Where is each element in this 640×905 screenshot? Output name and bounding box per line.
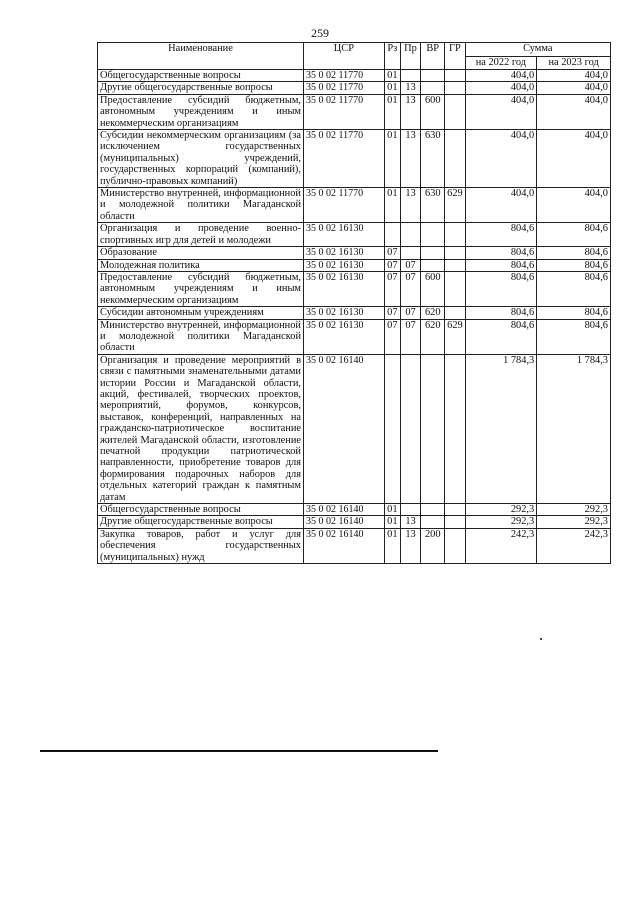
cell-name: Закупка товаров, работ и услуг для обеспечения государственных (муниципальных) нужд <box>98 528 304 563</box>
cell-2023: 404,0 <box>537 188 611 223</box>
cell-csr: 35 0 02 11770 <box>304 130 385 188</box>
header-vr: ВР <box>421 43 445 70</box>
footer-rule <box>40 750 438 752</box>
cell-vr <box>421 516 445 528</box>
cell-name: Другие общегосударственные вопросы <box>98 516 304 528</box>
cell-rz: 01 <box>384 528 400 563</box>
table-row <box>98 516 611 528</box>
cell-name: Другие общегосударственные вопросы <box>98 82 304 94</box>
cell-csr: 35 0 02 16140 <box>304 504 385 516</box>
header-sum: Сумма <box>465 43 610 57</box>
cell-name: Молодежная политика <box>98 259 304 271</box>
cell-gr <box>445 271 465 306</box>
cell-vr <box>421 259 445 271</box>
cell-name: Общегосударственные вопросы <box>98 70 304 82</box>
cell-2022: 404,0 <box>465 70 537 82</box>
table-row <box>98 504 611 516</box>
table-row <box>98 94 611 129</box>
table-row <box>98 70 611 82</box>
cell-2023: 242,3 <box>537 528 611 563</box>
cell-2023: 404,0 <box>537 70 611 82</box>
table-row <box>98 82 611 94</box>
cell-gr <box>445 70 465 82</box>
cell-gr <box>445 354 465 503</box>
cell-rz: 01 <box>384 94 400 129</box>
header-name: Наименование <box>98 43 304 70</box>
table-row <box>98 354 611 503</box>
cell-csr: 35 0 02 11770 <box>304 94 385 129</box>
table-row <box>98 271 611 306</box>
cell-pr: 13 <box>400 130 420 188</box>
cell-rz <box>384 354 400 503</box>
page-number: 259 <box>311 26 329 40</box>
cell-2022: 804,6 <box>465 223 537 247</box>
table-row <box>98 528 611 563</box>
header-rz: Рз <box>384 43 400 70</box>
table-row <box>98 319 611 354</box>
cell-csr: 35 0 02 16140 <box>304 528 385 563</box>
cell-name: Министерство внутренней, информационной и молодежной политики Магаданской области <box>98 188 304 223</box>
cell-csr: 35 0 02 16130 <box>304 271 385 306</box>
cell-2023: 804,6 <box>537 271 611 306</box>
cell-vr: 600 <box>421 271 445 306</box>
cell-pr: 07 <box>400 307 420 319</box>
table-row <box>98 130 611 188</box>
cell-name: Предоставление субсидий бюджетным, автономным учреждениям и иным некоммерческим организациям <box>98 271 304 306</box>
cell-pr: 07 <box>400 271 420 306</box>
cell-2022: 404,0 <box>465 82 537 94</box>
cell-vr: 630 <box>421 188 445 223</box>
cell-name: Общегосударственные вопросы <box>98 504 304 516</box>
cell-pr <box>400 504 420 516</box>
cell-gr <box>445 223 465 247</box>
cell-pr <box>400 247 420 259</box>
cell-2023: 804,6 <box>537 223 611 247</box>
cell-pr: 07 <box>400 259 420 271</box>
cell-2022: 804,6 <box>465 259 537 271</box>
cell-gr <box>445 528 465 563</box>
cell-vr <box>421 223 445 247</box>
cell-rz <box>384 223 400 247</box>
cell-gr <box>445 504 465 516</box>
budget-table <box>97 42 611 564</box>
cell-vr: 630 <box>421 130 445 188</box>
cell-2022: 292,3 <box>465 504 537 516</box>
cell-pr: 13 <box>400 516 420 528</box>
cell-gr <box>445 94 465 129</box>
cell-rz: 07 <box>384 247 400 259</box>
table-row <box>98 259 611 271</box>
cell-pr: 13 <box>400 94 420 129</box>
cell-vr <box>421 247 445 259</box>
cell-name: Субсидии автономным учреждениям <box>98 307 304 319</box>
cell-vr <box>421 504 445 516</box>
header-2023: на 2023 год <box>537 56 611 70</box>
table-row <box>98 307 611 319</box>
cell-pr: 13 <box>400 528 420 563</box>
cell-pr <box>400 354 420 503</box>
cell-2023: 804,6 <box>537 247 611 259</box>
cell-rz: 07 <box>384 259 400 271</box>
cell-name: Министерство внутренней, информационной и молодежной политики Магаданской области <box>98 319 304 354</box>
cell-rz: 01 <box>384 188 400 223</box>
cell-rz: 01 <box>384 504 400 516</box>
header-pr: Пр <box>400 43 420 70</box>
cell-name: Организация и проведение военно-спортивных игр для детей и молодежи <box>98 223 304 247</box>
cell-gr <box>445 130 465 188</box>
cell-gr <box>445 307 465 319</box>
cell-pr: 07 <box>400 319 420 354</box>
cell-csr: 35 0 02 16130 <box>304 223 385 247</box>
cell-2022: 404,0 <box>465 188 537 223</box>
cell-rz: 07 <box>384 319 400 354</box>
cell-gr <box>445 247 465 259</box>
cell-2022: 804,6 <box>465 307 537 319</box>
cell-vr: 620 <box>421 307 445 319</box>
cell-2022: 242,3 <box>465 528 537 563</box>
cell-csr: 35 0 02 16130 <box>304 247 385 259</box>
cell-gr <box>445 82 465 94</box>
cell-2022: 804,6 <box>465 271 537 306</box>
cell-2022: 1 784,3 <box>465 354 537 503</box>
cell-rz: 01 <box>384 82 400 94</box>
header-csr: ЦСР <box>304 43 385 70</box>
cell-2023: 1 784,3 <box>537 354 611 503</box>
cell-rz: 07 <box>384 271 400 306</box>
cell-csr: 35 0 02 16140 <box>304 516 385 528</box>
cell-gr <box>445 259 465 271</box>
cell-csr: 35 0 02 11770 <box>304 70 385 82</box>
cell-rz: 01 <box>384 516 400 528</box>
cell-2023: 804,6 <box>537 259 611 271</box>
cell-name: Субсидии некоммерческим организациям (за исключением государственных (муниципальных) учреждений, государственных корпораций (компаний), публично-правовых компаний) <box>98 130 304 188</box>
table-row <box>98 247 611 259</box>
cell-csr: 35 0 02 11770 <box>304 82 385 94</box>
cell-rz: 07 <box>384 307 400 319</box>
cell-csr: 35 0 02 16140 <box>304 354 385 503</box>
cell-2022: 804,6 <box>465 247 537 259</box>
cell-name: Организация и проведение мероприятий в связи с памятными знаменательными датами истории России и Магаданской области, акций, фестивалей, творческих проектов, мероприятий, форумов, конкурсов, выставок, конференций, направленных на гражданско-патриотическое воспитание жителей Магаданской области, изготовление печатной продукции патриотической направленности, приобретение товаров для формирования подарочных наборов для отдельных категорий граждан к памятным датам <box>98 354 304 503</box>
cell-rz: 01 <box>384 130 400 188</box>
cell-2023: 804,6 <box>537 307 611 319</box>
cell-name: Образование <box>98 247 304 259</box>
cell-rz: 01 <box>384 70 400 82</box>
cell-2023: 404,0 <box>537 130 611 188</box>
cell-csr: 35 0 02 16130 <box>304 259 385 271</box>
cell-2022: 804,6 <box>465 319 537 354</box>
cell-2022: 404,0 <box>465 130 537 188</box>
cell-csr: 35 0 02 16130 <box>304 319 385 354</box>
cell-vr: 200 <box>421 528 445 563</box>
cell-gr <box>445 516 465 528</box>
cell-gr: 629 <box>445 188 465 223</box>
cell-pr <box>400 223 420 247</box>
cell-2023: 292,3 <box>537 504 611 516</box>
scan-speck <box>540 638 542 640</box>
header-2022: на 2022 год <box>465 56 537 70</box>
table-row <box>98 188 611 223</box>
cell-csr: 35 0 02 11770 <box>304 188 385 223</box>
cell-csr: 35 0 02 16130 <box>304 307 385 319</box>
cell-2023: 404,0 <box>537 94 611 129</box>
cell-name: Предоставление субсидий бюджетным, автономным учреждениям и иным некоммерческим организациям <box>98 94 304 129</box>
cell-2023: 404,0 <box>537 82 611 94</box>
cell-gr: 629 <box>445 319 465 354</box>
cell-2023: 292,3 <box>537 516 611 528</box>
cell-pr: 13 <box>400 188 420 223</box>
header-row-1 <box>98 43 611 57</box>
cell-vr: 600 <box>421 94 445 129</box>
cell-vr <box>421 82 445 94</box>
cell-pr <box>400 70 420 82</box>
cell-vr: 620 <box>421 319 445 354</box>
cell-2022: 404,0 <box>465 94 537 129</box>
table-row <box>98 223 611 247</box>
table-body <box>98 70 611 564</box>
cell-pr: 13 <box>400 82 420 94</box>
cell-2023: 804,6 <box>537 319 611 354</box>
cell-vr <box>421 354 445 503</box>
header-gr: ГР <box>445 43 465 70</box>
cell-2022: 292,3 <box>465 516 537 528</box>
cell-vr <box>421 70 445 82</box>
